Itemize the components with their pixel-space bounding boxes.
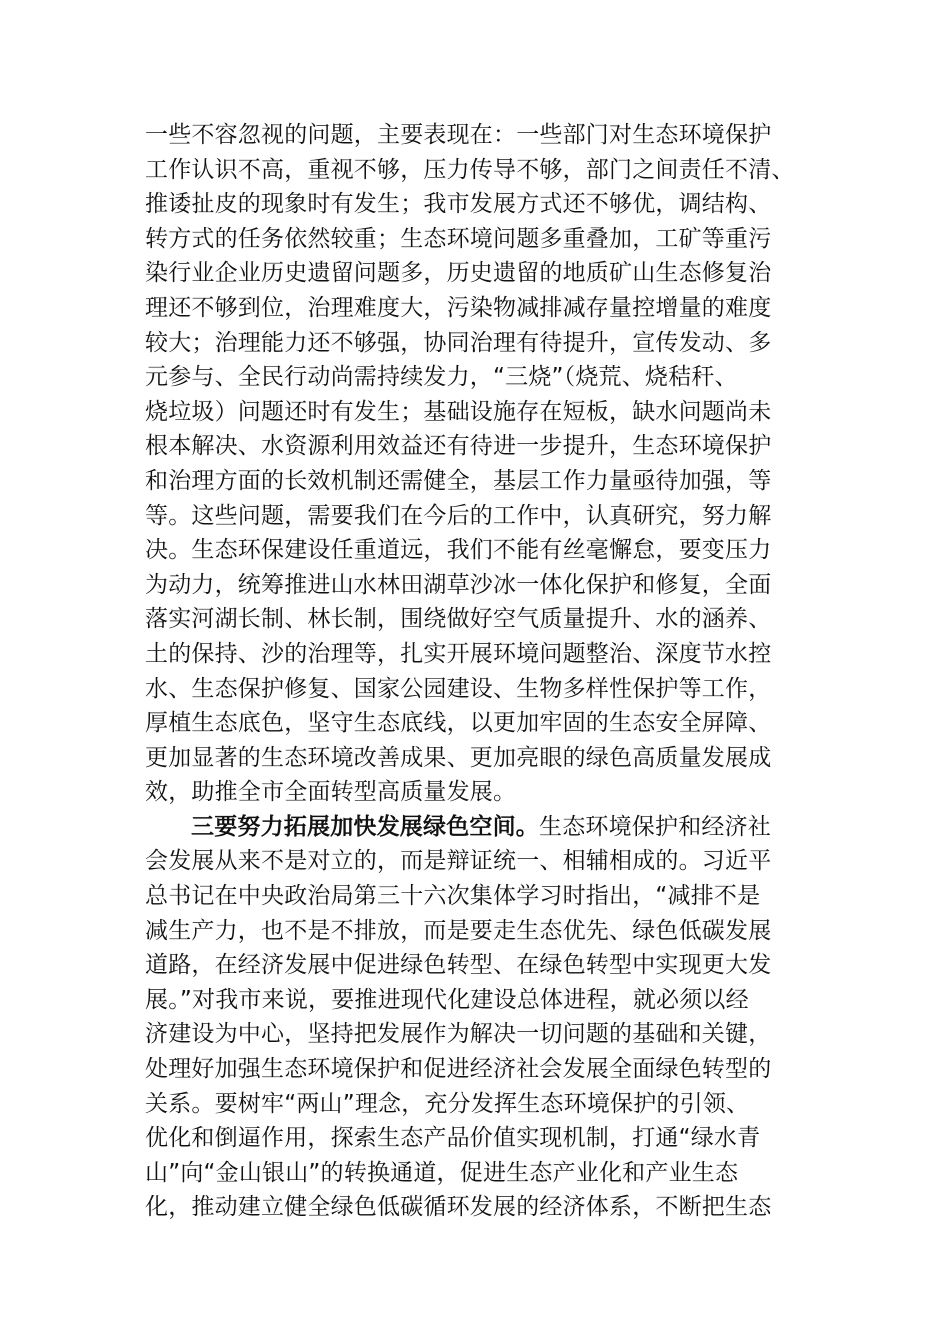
paragraph-line: 济建设为中心，坚持把发展作为解决一切问题的基础和关键，	[145, 1021, 772, 1048]
paragraph-line: 减生产力，也不是不排放，而是要走生态优先、绿色低碳发展	[145, 917, 772, 944]
paragraph-line: 优化和倒逼作用，探索生态产品价值实现机制，打通“绿水青	[145, 1125, 761, 1152]
paragraph-line: 水、生态保护修复、国家公园建设、生物多样性保护等工作，	[145, 675, 772, 702]
paragraph-line: 等。这些问题，需要我们在今后的工作中，认真研究，努力解	[145, 502, 772, 529]
paragraph-line: 为动力，统筹推进山水林田湖草沙冰一体化保护和修复，全面	[145, 571, 772, 598]
paragraph-line: 理还不够到位，治理难度大，污染物减排减存量控增量的难度	[145, 294, 772, 321]
paragraph-line: 道路，在经济发展中促进绿色转型、在绿色转型中实现更大发	[145, 952, 772, 979]
paragraph-line: 关系。要树牢“两山”理念，充分发挥生态环境保护的引领、	[145, 1090, 750, 1117]
paragraph-line: 山”向“金山银山”的转换通道，促进生态产业化和产业生态	[145, 1159, 739, 1186]
paragraph-line: 总书记在中央政治局第三十六次集体学习时指出，“减排不是	[145, 883, 761, 910]
paragraph-line: 根本解决、水资源利用效益还有待进一步提升，生态环境保护	[145, 433, 772, 460]
paragraph-line: 会发展从来不是对立的，而是辩证统一、相辅相成的。习近平	[145, 848, 772, 875]
paragraph-line: 效，助推全市全面转型高质量发展。	[145, 779, 517, 806]
paragraph-line: 染行业企业历史遗留问题多，历史遗留的地质矿山生态修复治	[145, 260, 772, 287]
paragraph-line: 展。”对我市来说，要推进现代化建设总体进程，就必须以经	[145, 986, 749, 1013]
paragraph-line: 厚植生态底色，坚守生态底线，以更加牢固的生态安全屏障、	[145, 710, 772, 737]
section-3-first-line	[145, 810, 835, 845]
paragraph-line: 推诿扯皮的现象时有发生；我市发展方式还不够优，调结构、	[145, 191, 772, 218]
paragraph-line: 工作认识不高，重视不够，压力传导不够，部门之间责任不清、	[145, 156, 795, 183]
paragraph-line: 土的保持、沙的治理等，扎实开展环境问题整治、深度节水控	[145, 640, 772, 667]
paragraph-line: 较大；治理能力还不够强，协同治理有待提升，宣传发动、多	[145, 329, 772, 356]
paragraph-line: 一些不容忽视的问题，主要表现在：一些部门对生态环境保护	[145, 122, 772, 148]
paragraph-line: 烧垃圾）问题还时有发生；基础设施存在短板，缺水问题尚未	[145, 398, 772, 425]
paragraph-line: 处理好加强生态环境保护和促进经济社会发展全面绿色转型的	[145, 1056, 772, 1083]
section-3-heading: 三要努力拓展加快发展绿色空间。	[191, 813, 539, 840]
paragraph-line: 元参与、全民行动尚需持续发力，“三烧”（烧荒、烧秸秆、	[145, 364, 738, 391]
paragraph-line: 落实河湖长制、林长制，围绕做好空气质量提升、水的涵养、	[145, 606, 772, 633]
section-3-first-line-text: 生态环境保护和经济社	[539, 813, 771, 840]
paragraph-line: 更加显著的生态环境改善成果、更加亮眼的绿色高质量发展成	[145, 744, 772, 771]
paragraph-line: 和治理方面的长效机制还需健全，基层工作力量亟待加强，等	[145, 467, 772, 494]
paragraph-line: 决。生态环保建设任重道远，我们不能有丝毫懈怠，要变压力	[145, 537, 772, 564]
paragraph-line: 转方式的任务依然较重；生态环境问题多重叠加，工矿等重污	[145, 225, 772, 252]
document-body	[145, 118, 835, 1225]
paragraph-line: 化，推动建立健全绿色低碳循环发展的经济体系，不断把生态	[145, 1194, 772, 1221]
